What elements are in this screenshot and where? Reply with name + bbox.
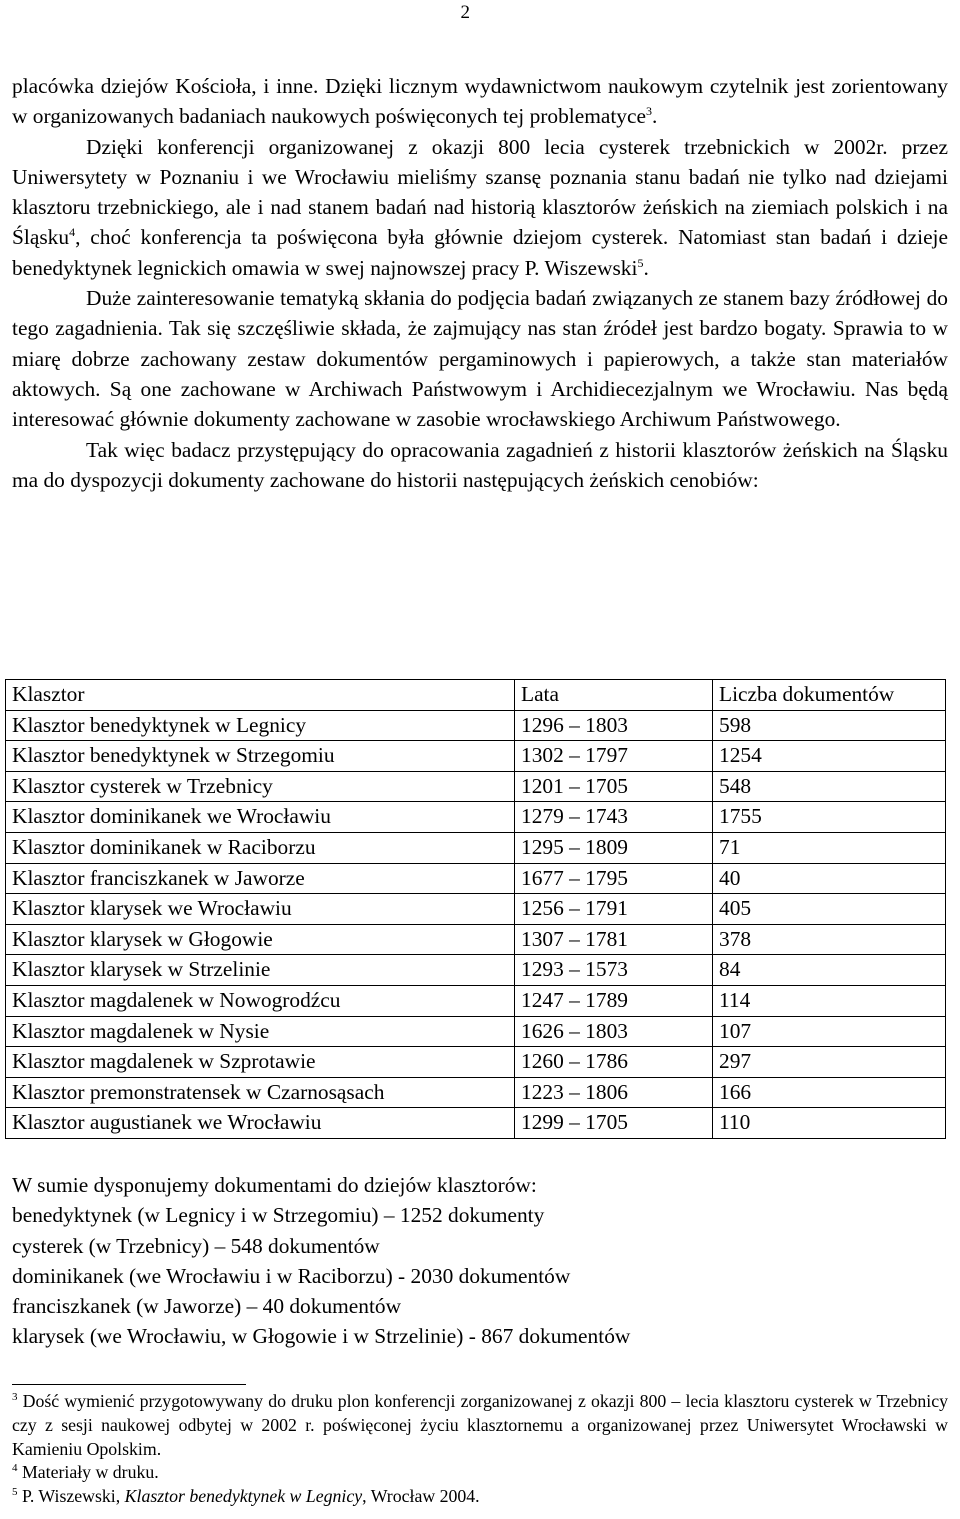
cell-years: 1256 – 1791 xyxy=(515,894,713,925)
summary-line: dominikanek (we Wrocławiu i w Raciborzu) - 2030 dokumentów xyxy=(12,1263,571,1288)
cell-years: 1247 – 1789 xyxy=(515,985,713,1016)
page-number: 2 xyxy=(460,2,470,23)
cell-monastery: Klasztor benedyktynek w Legnicy xyxy=(6,710,515,741)
footnote-separator xyxy=(12,1384,246,1385)
monasteries-table xyxy=(5,679,946,1139)
paragraph-2-end: . xyxy=(643,255,649,280)
cell-monastery: Klasztor klarysek w Strzelinie xyxy=(6,955,515,986)
body-text xyxy=(12,71,948,495)
cell-years: 1223 – 1806 xyxy=(515,1077,713,1108)
paragraph-2 xyxy=(12,132,948,283)
cell-document-count: 166 xyxy=(713,1077,946,1108)
paragraph-4: Tak więc badacz przystępujący do opracowania zagadnień z historii klasztorów żeńskich na Śląsku ma do dyspozycji dokumenty zachowane do historii następujących żeńskich cenobiów: xyxy=(12,437,948,492)
summary-line: klarysek (we Wrocławiu, w Głogowie i w Strzelinie) - 867 dokumentów xyxy=(12,1324,631,1349)
cell-years: 1279 – 1743 xyxy=(515,802,713,833)
cell-monastery: Klasztor cysterek w Trzebnicy xyxy=(6,771,515,802)
table-row xyxy=(6,924,946,955)
paragraph-1-end: . xyxy=(651,104,658,129)
cell-document-count: 107 xyxy=(713,1016,946,1047)
footnote-3-mark: 3 xyxy=(12,1391,18,1404)
table-header-row xyxy=(6,680,946,711)
footnote-ref-4: 4 xyxy=(69,225,76,240)
cell-monastery: Klasztor klarysek we Wrocławiu xyxy=(6,894,515,925)
cell-years: 1260 – 1786 xyxy=(515,1047,713,1078)
footnote-4 xyxy=(12,1461,948,1485)
cell-years: 1293 – 1573 xyxy=(515,955,713,986)
table-row xyxy=(6,894,946,925)
cell-monastery: Klasztor klarysek w Głogowie xyxy=(6,924,515,955)
summary-line: W sumie dysponujemy dokumentami do dziejów klasztorów: xyxy=(12,1173,537,1197)
footnote-3 xyxy=(12,1390,948,1461)
table-row xyxy=(6,863,946,894)
cell-monastery: Klasztor augustianek we Wrocławiu xyxy=(6,1108,515,1139)
cell-years: 1299 – 1705 xyxy=(515,1108,713,1139)
footnote-ref-3: 3 xyxy=(645,104,652,119)
cell-document-count: 84 xyxy=(713,955,946,986)
table-row xyxy=(6,1047,946,1078)
cell-years: 1296 – 1803 xyxy=(515,710,713,741)
cell-document-count: 405 xyxy=(713,894,946,925)
header-cell-document-count: Liczba dokumentów xyxy=(713,680,946,711)
cell-monastery: Klasztor magdalenek w Szprotawie xyxy=(6,1047,515,1078)
summary-line: franciszkanek (w Jaworze) – 40 dokumentów xyxy=(12,1294,402,1319)
footnote-3-text: Dość wymienić przygotowywany do druku plon konferencji zorganizowanej z okazji 800 – lecia klasztoru cysterek w Trzebnicy czy z sesji naukowej odbytej w 2002 r. poświęconej życiu klasztornemu a organizowanej przez Uniwersytet Wrocławski w Kamieniu Opolskim. xyxy=(12,1391,948,1459)
cell-document-count: 297 xyxy=(713,1047,946,1078)
cell-monastery: Klasztor dominikanek w Raciborzu xyxy=(6,832,515,863)
footnote-ref-5: 5 xyxy=(637,255,644,270)
cell-monastery: Klasztor dominikanek we Wrocławiu xyxy=(6,802,515,833)
cell-years: 1302 – 1797 xyxy=(515,741,713,772)
footnote-5 xyxy=(12,1485,948,1509)
table-row xyxy=(6,710,946,741)
footnote-4-mark: 4 xyxy=(12,1462,18,1475)
footnote-5-book-title: Klasztor benedyktynek w Legnicy xyxy=(124,1486,363,1507)
cell-monastery: Klasztor premonstratensek w Czarnosąsach xyxy=(6,1077,515,1108)
table-row xyxy=(6,1077,946,1108)
table-row xyxy=(6,955,946,986)
cell-monastery: Klasztor franciszkanek w Jaworze xyxy=(6,863,515,894)
cell-monastery: Klasztor magdalenek w Nysie xyxy=(6,1016,515,1047)
cell-document-count: 378 xyxy=(713,924,946,955)
cell-years: 1295 – 1809 xyxy=(515,832,713,863)
paragraph-3: Duże zainteresowanie tematyką skłania do podjęcia badań związanych ze stanem bazy źródłowej do tego zagadnienia. Tak się szczęśliwie składa, że zajmujący nas stan źródeł jest bardzo bogaty. Sprawia to w miarę dobrze zachowany zestaw dokumentów pergaminowych i papierowych, a także stan materiałów aktowych. Są one zachowane w Archiwach Państwowym i Archidiecezjalnym we Wrocławiu. Nas będą interesować głównie dokumenty zachowane w zasobie wrocławskiego Archiwum Państwowego. xyxy=(12,286,948,432)
cell-years: 1626 – 1803 xyxy=(515,1016,713,1047)
cell-document-count: 71 xyxy=(713,832,946,863)
header-cell-monastery: Klasztor xyxy=(6,680,515,711)
cell-document-count: 548 xyxy=(713,771,946,802)
summary-list xyxy=(12,1170,630,1352)
table-row xyxy=(6,832,946,863)
footnotes xyxy=(12,1390,948,1509)
cell-monastery: Klasztor benedyktynek w Strzegomiu xyxy=(6,741,515,772)
cell-document-count: 1254 xyxy=(713,741,946,772)
footnote-5-mark: 5 xyxy=(12,1486,18,1499)
cell-years: 1201 – 1705 xyxy=(515,771,713,802)
cell-document-count: 110 xyxy=(713,1108,946,1139)
table-row xyxy=(6,1108,946,1139)
table-row xyxy=(6,771,946,802)
cell-years: 1307 – 1781 xyxy=(515,924,713,955)
footnote-5-text-pre: P. Wiszewski, xyxy=(17,1486,125,1507)
cell-document-count: 598 xyxy=(713,710,946,741)
table-row xyxy=(6,985,946,1016)
paragraph-2-text-b: , choć konferencja ta poświęcona była głównie dziejom cysterek. Natomiast stan badań i dzieje benedyktynek legnickich omawia w swej najnowszej pracy P. Wiszewski xyxy=(12,225,948,280)
paragraph-1-text: placówka dziejów Kościoła, i inne. Dzięki licznym wydawnictwom naukowym czytelnik jest zorientowany w organizowanych badaniach naukowych poświęconych tej problematyce xyxy=(12,74,948,129)
table-row xyxy=(6,1016,946,1047)
footnote-4-text: Materiały w druku. xyxy=(17,1462,159,1483)
table-row xyxy=(6,802,946,833)
paragraph-2-text-a: Dzięki konferencji organizowanej z okazji 800 lecia cysterek trzebnickich w 2002r. przez Uniwersytety w Poznaniu i we Wrocławiu mieliśmy szansę poznania stanu badań nie tylko nad dziejami klasztoru trzebnickiego, ale i nad stanem badań nad historią klasztorów żeńskich na ziemiach polskich i na Śląsku xyxy=(12,134,948,250)
cell-document-count: 1755 xyxy=(713,802,946,833)
header-cell-years: Lata xyxy=(515,680,713,711)
summary-line: benedyktynek (w Legnicy i w Strzegomiu) – 1252 dokumenty xyxy=(12,1203,545,1228)
table-row xyxy=(6,741,946,772)
summary-line: cysterek (w Trzebnicy) – 548 dokumentów xyxy=(12,1233,380,1258)
footnote-5-text-post: , Wrocław 2004. xyxy=(362,1486,480,1507)
cell-years: 1677 – 1795 xyxy=(515,863,713,894)
cell-monastery: Klasztor magdalenek w Nowogrodźcu xyxy=(6,985,515,1016)
paragraph-1 xyxy=(12,71,948,132)
cell-document-count: 40 xyxy=(713,863,946,894)
cell-document-count: 114 xyxy=(713,985,946,1016)
